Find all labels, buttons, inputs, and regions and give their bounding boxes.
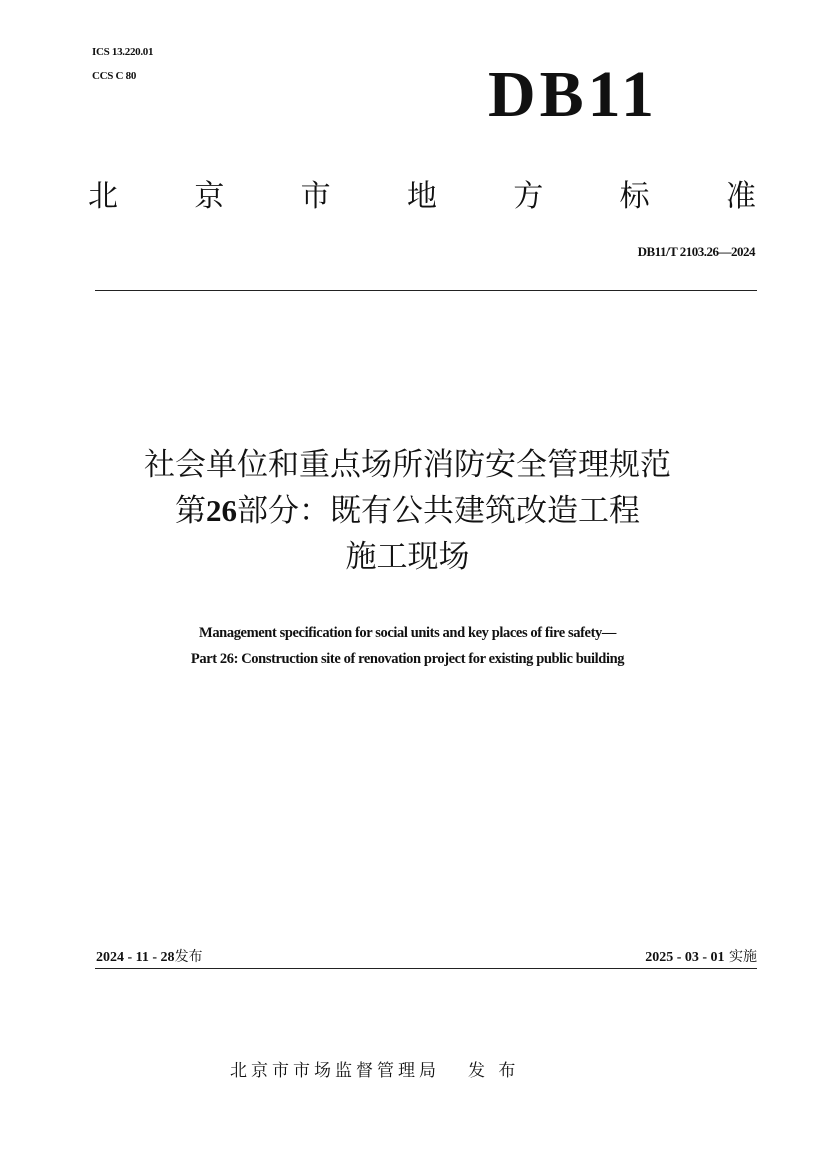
standard-type-char: 准 <box>725 179 756 214</box>
standard-type-char: 标 <box>619 179 650 214</box>
standard-type-char: 北 <box>88 179 118 214</box>
top-divider <box>95 290 757 291</box>
ics-code: ICS 13.220.01 <box>92 46 154 58</box>
title-line-2 <box>0 488 815 534</box>
standard-type-char: 地 <box>406 179 437 214</box>
title-part-suffix: 部分：既有公共建筑改造工程 <box>237 493 640 529</box>
title-line-3: 施工现场 <box>345 539 470 575</box>
publish-date-value: 2024 - 11 - 28 <box>96 950 175 965</box>
classification-codes <box>92 40 153 88</box>
standard-type-char: 市 <box>300 179 331 214</box>
ccs-code: CCS C 80 <box>92 70 137 82</box>
issuer-action: 发 布 <box>468 1061 520 1081</box>
implement-date <box>645 946 757 966</box>
standard-type-char: 方 <box>513 179 544 214</box>
implement-date-value: 2025 - 03 - 01 <box>645 950 725 965</box>
english-title-line-2: Part 26: Construction site of renovation project for existing public building <box>190 651 625 667</box>
title-part-prefix: 第 <box>175 493 206 529</box>
bottom-divider <box>95 968 757 969</box>
db-code: DB11 <box>488 58 659 131</box>
publish-date <box>96 946 203 966</box>
publish-label: 发布 <box>174 949 203 965</box>
english-title-line-1: Management specification for social units and key places of fire safety— <box>199 625 616 641</box>
title-part-number: 26 <box>206 493 237 528</box>
issuer-name: 北京市市场监督管理局 <box>230 1061 440 1081</box>
title-line-1: 社会单位和重点场所消防安全管理规范 <box>144 447 671 483</box>
standard-type-char: 京 <box>194 179 225 214</box>
issuer <box>230 1056 519 1081</box>
standard-number: DB11/T 2103.26—2024 <box>637 244 755 259</box>
standard-type <box>88 179 756 214</box>
implement-label: 实施 <box>729 949 757 965</box>
english-title <box>0 620 815 672</box>
chinese-title <box>0 442 815 580</box>
